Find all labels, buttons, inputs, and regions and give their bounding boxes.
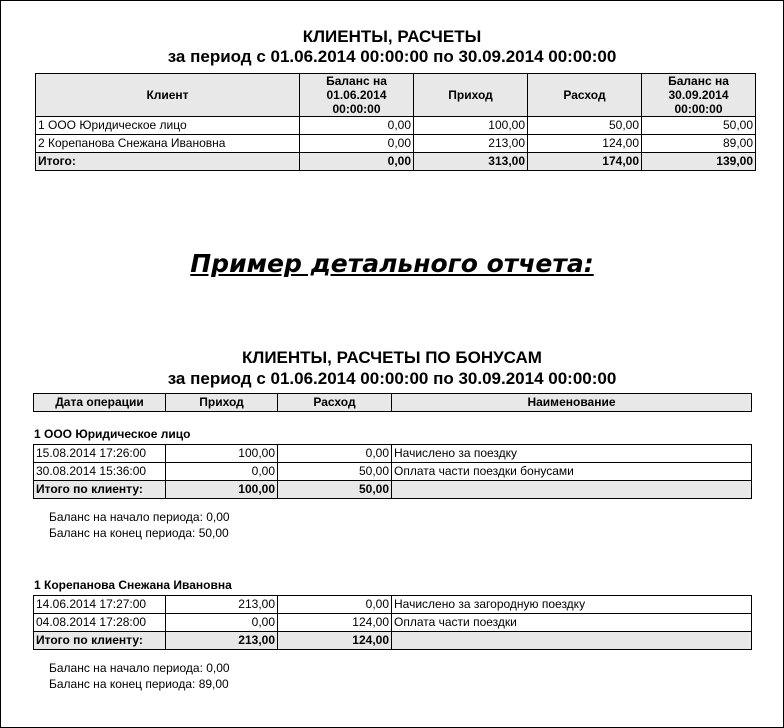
summary-table — [35, 73, 756, 171]
detail-title: КЛИЕНТЫ, РАСЧЕТЫ ПО БОНУСАМ — [242, 348, 542, 367]
balance-start-line: Баланс на начало периода: 0,00 — [49, 510, 230, 524]
section-heading: Пример детального отчета: — [190, 249, 594, 278]
total-expense: 174,00 — [528, 153, 642, 171]
operation-description: Оплата части поездки бонусами — [392, 463, 752, 481]
summary-period: за период с 01.06.2014 00:00:00 по 30.09.2014 00:00:00 — [167, 47, 617, 66]
table-row — [34, 596, 752, 614]
expense-value: 50,00 — [528, 117, 642, 135]
income-value: 100,00 — [166, 445, 278, 463]
header-date: Дата операции — [34, 394, 166, 412]
header-client: Клиент — [36, 74, 300, 117]
income-value: 213,00 — [414, 135, 528, 153]
header-expense: Расход — [528, 74, 642, 117]
balance-end-line: Баланс на конец периода: 89,00 — [49, 677, 229, 691]
table-row — [34, 445, 752, 463]
client-total-row — [34, 632, 752, 650]
expense-value: 50,00 — [278, 463, 392, 481]
client-total-row — [34, 481, 752, 499]
detail-period: за период с 01.06.2014 00:00:00 по 30.09.2014 00:00:00 — [167, 369, 617, 388]
client-total-description — [392, 481, 752, 499]
operation-date: 14.06.2014 17:27:00 — [34, 596, 166, 614]
table-row — [34, 614, 752, 632]
expense-value: 0,00 — [278, 445, 392, 463]
table-row — [36, 135, 756, 153]
summary-title: КЛИЕНТЫ, РАСЧЕТЫ — [302, 27, 482, 46]
operation-description: Оплата части поездки — [392, 614, 752, 632]
balance-end-value: 50,00 — [642, 117, 756, 135]
header-income: Приход — [414, 74, 528, 117]
balance-start-line: Баланс на начало периода: 0,00 — [49, 661, 230, 675]
balance-start-value: 0,00 — [300, 135, 414, 153]
income-value: 0,00 — [166, 614, 278, 632]
summary-header-row — [36, 74, 756, 117]
table-row — [36, 117, 756, 135]
total-balance-start: 0,00 — [300, 153, 414, 171]
header-balance-start: Баланс на 01.06.2014 00:00:00 — [300, 74, 414, 117]
operation-date: 04.08.2014 17:28:00 — [34, 614, 166, 632]
client-operations-table — [33, 444, 752, 499]
client-total-description — [392, 632, 752, 650]
client-name: 2 Корепанова Снежана Ивановна — [36, 135, 300, 153]
expense-value: 0,00 — [278, 596, 392, 614]
client-total-expense: 124,00 — [278, 632, 392, 650]
total-balance-end: 139,00 — [642, 153, 756, 171]
operation-date: 30.08.2014 15:36:00 — [34, 463, 166, 481]
client-total-label: Итого по клиенту: — [34, 481, 166, 499]
balance-end-value: 89,00 — [642, 135, 756, 153]
summary-total-row — [36, 153, 756, 171]
detail-header-row — [34, 394, 752, 412]
expense-value: 124,00 — [528, 135, 642, 153]
client-total-label: Итого по клиенту: — [34, 632, 166, 650]
header-expense: Расход — [278, 394, 392, 412]
total-label: Итого: — [36, 153, 300, 171]
balance-end-line: Баланс на конец периода: 50,00 — [49, 526, 229, 540]
client-total-income: 100,00 — [166, 481, 278, 499]
balance-start-value: 0,00 — [300, 117, 414, 135]
expense-value: 124,00 — [278, 614, 392, 632]
table-row — [34, 463, 752, 481]
total-income: 313,00 — [414, 153, 528, 171]
operation-description: Начислено за загородную поездку — [392, 596, 752, 614]
header-balance-end: Баланс на 30.09.2014 00:00:00 — [642, 74, 756, 117]
income-value: 0,00 — [166, 463, 278, 481]
detail-header-table — [33, 393, 752, 412]
income-value: 100,00 — [414, 117, 528, 135]
client-total-income: 213,00 — [166, 632, 278, 650]
header-description: Наименование — [392, 394, 752, 412]
operation-description: Начислено за поездку — [392, 445, 752, 463]
income-value: 213,00 — [166, 596, 278, 614]
client-name: 1 ООО Юридическое лицо — [36, 117, 300, 135]
client-total-expense: 50,00 — [278, 481, 392, 499]
client-operations-table — [33, 595, 752, 650]
header-income: Приход — [166, 394, 278, 412]
client-group-title: 1 ООО Юридическое лицо — [34, 427, 191, 441]
client-group-title: 1 Корепанова Снежана Ивановна — [34, 578, 232, 592]
operation-date: 15.08.2014 17:26:00 — [34, 445, 166, 463]
